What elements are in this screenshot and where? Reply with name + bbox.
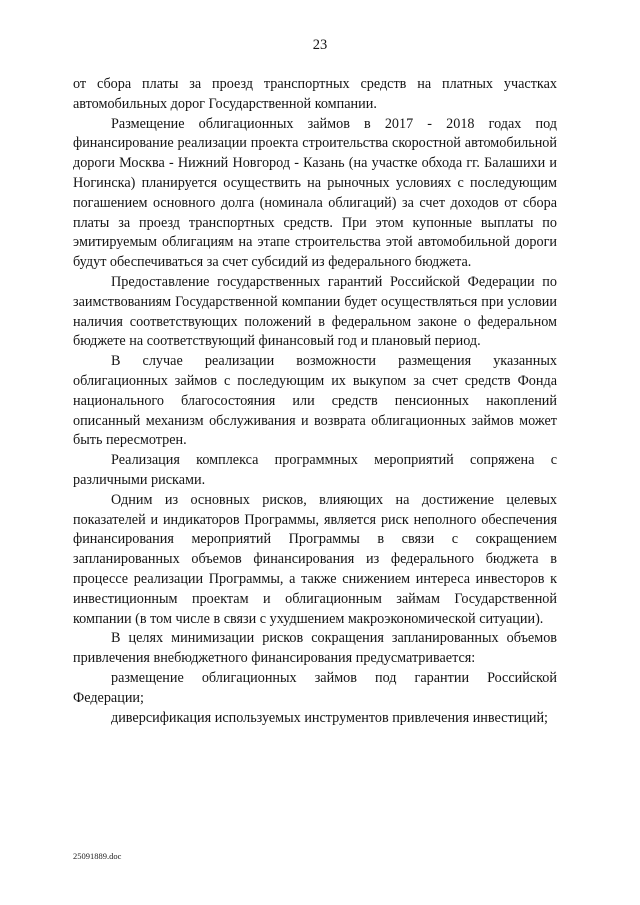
- paragraph-risks-intro: Реализация комплекса программных мероприятий сопряжена с различными рисками.: [73, 452, 557, 488]
- paragraph-toll-revenue-continuation: от сбора платы за проезд транспортных средств на платных участках автомобильных дорог Государственной компании.: [73, 76, 557, 112]
- paragraph-main-risk: Одним из основных рисков, влияющих на достижение целевых показателей и индикаторов Программы, является риск неполного обеспечения финансирования мероприятий Программы в связи с сокращением запланированных объемов финансирования из федерального бюджета в процессе реализации Программы, а также снижением интереса инвесторов к инвестиционным проектам и облигационным займам Государственной компании (в том числе в связи с ухудшением макроэкономической ситуации).: [73, 491, 557, 627]
- document-body: [73, 75, 557, 728]
- paragraph-risk-mitigation: В целях минимизации рисков сокращения запланированных объемов привлечения внебюджетного финансирования предусматривается:: [73, 630, 557, 667]
- page-number: 23: [312, 37, 328, 53]
- paragraph-state-guarantees: Предоставление государственных гарантий Российской Федерации по заимствованиям Государственной компании будет осуществляться при условии наличия соответствующих положений в федеральном законе о федеральном бюджете на соответствующий финансовый год и плановый период.: [73, 273, 557, 350]
- list-item-diversification: диверсификация используемых инструментов привлечения инвестиций;: [111, 709, 548, 726]
- footer-filename: 25091889.doc: [73, 851, 122, 861]
- paragraph-bond-placement: Размещение облигационных займов в 2017 - 2018 годах под финансирование реализации проекта строительства скоростной автомобильной дороги Москва - Нижний Новгород - Казань (на участке обхода гг. Балашихи и Ногинска) планируется осуществить на рыночных условиях с последующим погашением основного долга (номинала облигаций) за счет доходов от сбора платы за проезд транспортных средств. При этом купонные выплаты по эмитируемым облигациям на этапе строительства этой автомобильной дороги будут обеспечиваться за счет субсидий из федерального бюджета.: [73, 115, 557, 271]
- list-item-guaranteed-bonds: размещение облигационных займов под гарантии Российской Федерации;: [73, 669, 557, 706]
- paragraph-bond-buyback: В случае реализации возможности размещения указанных облигационных займов с последующим их выкупом за счет средств Фонда национального благосостояния или средств пенсионных накоплений описанный механизм обслуживания и возврата облигационных займов может быть пересмотрен.: [73, 353, 557, 449]
